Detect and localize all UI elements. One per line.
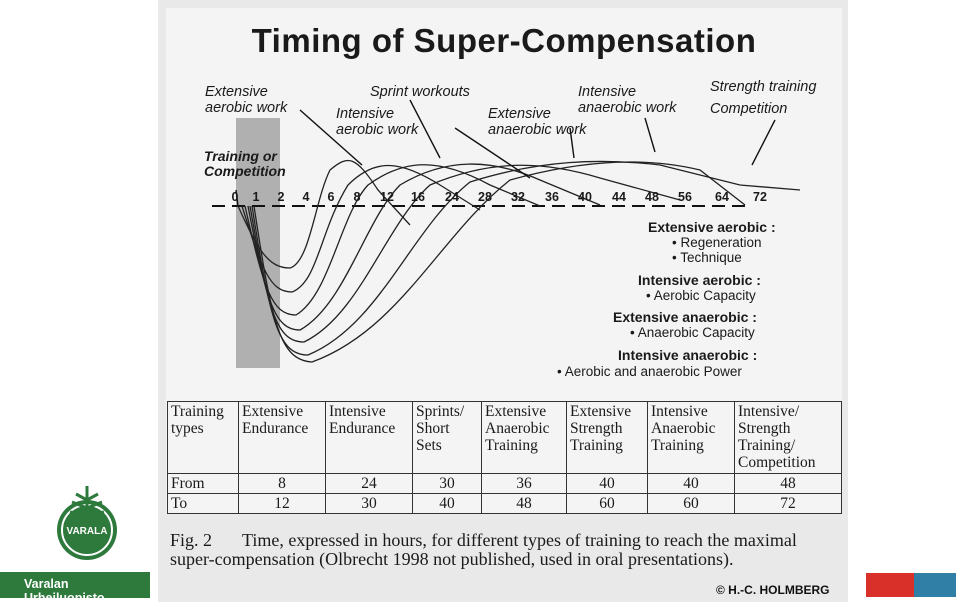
label-line: Intensive [336,106,395,122]
table-cell: Extensive Endurance [239,402,326,474]
time-tick-label: 56 [678,190,692,204]
label-intensive-aerobic [336,106,418,138]
label-line: anaerobic work [488,122,587,138]
time-tick-label: 1 [252,190,260,204]
table-cell: 60 [567,494,648,514]
table-row-from [168,474,842,494]
legend-heading: Intensive anaerobic : [618,347,758,363]
time-tick-label: 24 [445,190,459,204]
org-name: Varalan Urheiluopisto [24,577,105,605]
time-tick-label: 0 [231,190,239,204]
table-cell: 30 [413,474,482,494]
copyright: © H.-C. HOLMBERG [716,583,830,597]
table-cell: 12 [239,494,326,514]
label-extensive-anaerobic [488,106,586,138]
time-tick-label: 12 [380,190,394,204]
legend-heading: Extensive anaerobic : [613,309,757,325]
label-extensive-aerobic [205,84,287,116]
label-sprint [370,84,470,100]
accent-bar-red [866,573,914,597]
label-line: aerobic work [205,100,288,116]
table-cell: 60 [648,494,735,514]
time-tick-label: 16 [411,190,425,204]
time-tick-label: 36 [545,190,559,204]
time-tick-label: 2 [277,190,285,204]
caption-text: Time, expressed in hours, for different types of training to reach the maximal super-compensation (Olbrecht 1998 not published, used in oral presentations). [170,530,797,569]
legend-item: • Aerobic Capacity [646,288,756,303]
label-line: Intensive [578,84,637,100]
accent-bar-blue [914,573,956,597]
label-line: Sprint workouts [370,84,470,100]
legend-item: • Regeneration [672,235,762,250]
time-tick-label: 32 [511,190,525,204]
training-types-table [167,401,842,514]
table-cell: Intensive Endurance [326,402,413,474]
time-tick-label: 44 [612,190,626,204]
table-row-header [168,402,842,474]
table-cell: 40 [567,474,648,494]
table-cell: 40 [648,474,735,494]
table-cell: 36 [482,474,567,494]
table-cell: 72 [735,494,842,514]
table-cell: 48 [735,474,842,494]
time-tick-label: 4 [302,190,310,204]
table-cell: 24 [326,474,413,494]
table-cell: 8 [239,474,326,494]
label-line: anaerobic work [578,100,677,116]
table-cell: Training types [168,402,239,474]
label-line: aerobic work [336,122,419,138]
table-cell: Sprints/ Short Sets [413,402,482,474]
label-line: Training or [204,148,277,164]
time-tick-label: 40 [578,190,592,204]
varala-logo-icon [48,484,126,562]
time-tick-label: 72 [753,190,767,204]
table-cell: 30 [326,494,413,514]
time-tick-label: 8 [353,190,361,204]
label-line: Strength training [710,79,817,95]
training-or-competition-label [204,149,286,179]
table-cell: Extensive Strength Training [567,402,648,474]
arrow-strength [752,120,775,165]
time-tick-label: 48 [645,190,659,204]
label-line: Extensive [488,106,551,122]
logo-text: VARALA [66,526,108,537]
label-line: Extensive [205,84,268,100]
legend-item: • Aerobic and anaerobic Power [557,364,742,379]
figure-number: Fig. 2 [170,530,213,550]
table-cell: To [168,494,239,514]
table-row-to [168,494,842,514]
legend-item: • Anaerobic Capacity [630,325,755,340]
table-cell: Extensive Anaerobic Training [482,402,567,474]
curve-extensive-anaerobic [248,164,600,330]
label-line: Competition [204,163,286,179]
legend-heading: Extensive aerobic : [648,219,776,235]
table-cell: Intensive Anaerobic Training [648,402,735,474]
table-cell: Intensive/ Strength Training/ Competition [735,402,842,474]
table-cell: 40 [413,494,482,514]
label-intensive-anaerobic [578,84,676,116]
time-tick-label: 64 [715,190,729,204]
figure-title: Timing of Super-Compensation [251,22,757,59]
table-cell: 48 [482,494,567,514]
legend-item: • Technique [672,250,742,265]
figure-caption [170,531,845,569]
footer-bar [0,572,150,605]
label-strength [710,76,816,120]
label-line: Competition [710,101,788,117]
legend-heading: Intensive aerobic : [638,272,761,288]
time-tick-label: 28 [478,190,492,204]
arrow-intensive-anaerobic [645,118,655,152]
table-cell: From [168,474,239,494]
time-tick-label: 6 [327,190,335,204]
